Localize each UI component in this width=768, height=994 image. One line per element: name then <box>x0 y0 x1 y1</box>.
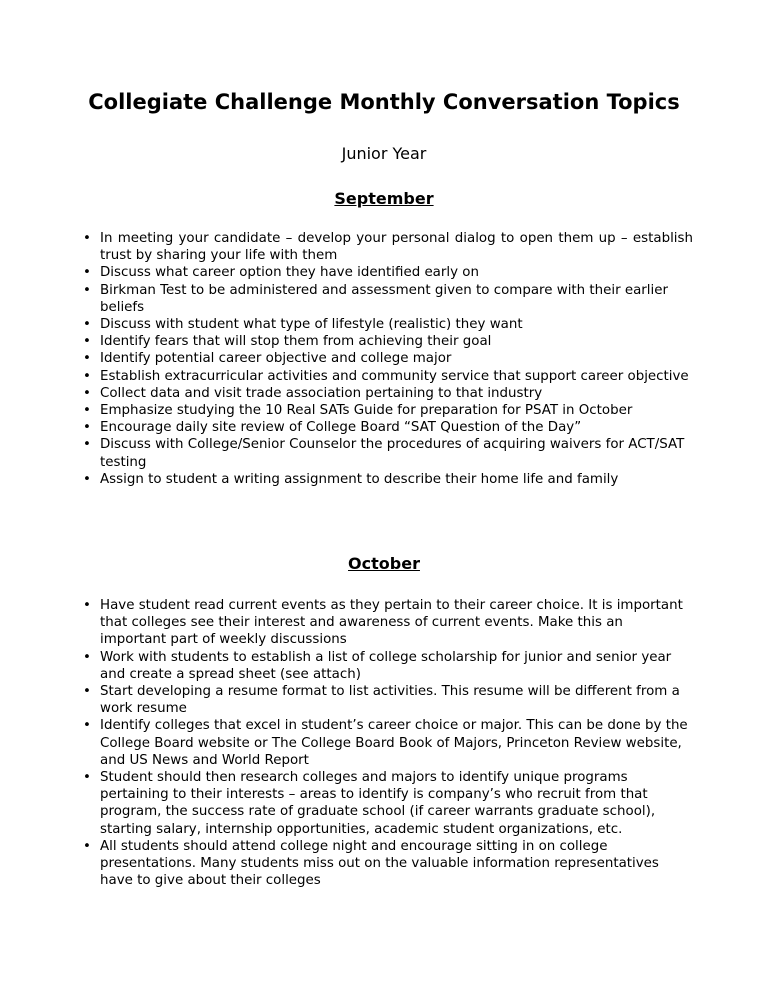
bullet-icon: • <box>83 334 91 350</box>
bullet-icon: • <box>83 231 91 246</box>
list-item: • Discuss with College/Senior Counselor the procedures of acquiring waivers for ACT/SAT testing <box>83 437 685 470</box>
list-item: • Work with students to establish a list of college scholarship for junior and senior year and create a spread sheet (see attach) <box>83 649 672 682</box>
list-item: • In meeting your candidate – develop your personal dialog to open them up – establish trust by sharing your life with them <box>83 231 693 264</box>
bullet-icon: • <box>83 437 91 453</box>
september-list <box>83 230 693 488</box>
list-item: • Emphasize studying the 10 Real SATs Guide for preparation for PSAT in October <box>83 403 633 419</box>
bullet-icon: • <box>83 684 91 700</box>
bullet-icon: • <box>83 282 91 298</box>
list-item: • Discuss with student what type of lifestyle (realistic) they want <box>83 317 523 333</box>
list-item: • Identify potential career objective and college major <box>83 351 452 367</box>
bullet-icon: • <box>83 351 91 367</box>
bullet-icon: • <box>83 770 91 786</box>
bullet-icon: • <box>83 420 91 436</box>
section-heading-october: October <box>348 554 420 573</box>
bullet-icon: • <box>83 649 91 665</box>
list-item: • Discuss what career option they have identified early on <box>83 265 479 281</box>
bullet-icon: • <box>83 718 91 734</box>
document-title: Collegiate Challenge Monthly Conversation Topics <box>88 90 680 114</box>
list-item: • Assign to student a writing assignment to describe their home life and family <box>83 471 619 487</box>
bullet-icon: • <box>83 385 91 401</box>
bullet-icon: • <box>83 838 91 854</box>
list-item: • Have student read current events as they pertain to their career choice. It is important that colleges see their interest and awareness of current events. Make this an important part of weekly discussions <box>83 598 683 648</box>
list-item: • All students should attend college night and encourage sitting in on college presentations. Many students miss out on the valuable information representatives have to give about their colleges <box>83 838 659 889</box>
bullet-icon: • <box>83 598 91 613</box>
list-item: • Establish extracurricular activities and community service that support career objective <box>83 368 689 384</box>
section-heading-september: September <box>334 189 434 208</box>
list-item: • Identify colleges that excel in student’s career choice or major. This can be done by the College Board website or The College Board Book of Majors, Princeton Review website, and US News and World Report <box>83 718 688 768</box>
bullet-icon: • <box>83 317 91 333</box>
list-item: • Student should then research colleges and majors to identify unique programs pertaining to their interests – areas to identify is company’s who recruit from that program, the success rate of graduate school (if career warrants graduate school), starting salary, internship opportunities, academic student organizations, etc. <box>83 770 656 837</box>
list-item: • Collect data and visit trade association pertaining to that industry <box>83 385 543 401</box>
bullet-icon: • <box>83 368 91 384</box>
bullet-icon: • <box>83 471 91 487</box>
list-item: • Start developing a resume format to list activities. This resume will be different from a work resume <box>83 684 680 717</box>
list-item: • Identify fears that will stop them from achieving their goal <box>83 334 492 350</box>
october-list <box>83 597 693 889</box>
list-item: • Birkman Test to be administered and assessment given to compare with their earlier beliefs <box>83 282 668 315</box>
document-subtitle: Junior Year <box>341 144 427 163</box>
bullet-icon: • <box>83 403 91 419</box>
bullet-icon: • <box>83 265 91 281</box>
list-item: • Encourage daily site review of College Board “SAT Question of the Day” <box>83 420 582 436</box>
